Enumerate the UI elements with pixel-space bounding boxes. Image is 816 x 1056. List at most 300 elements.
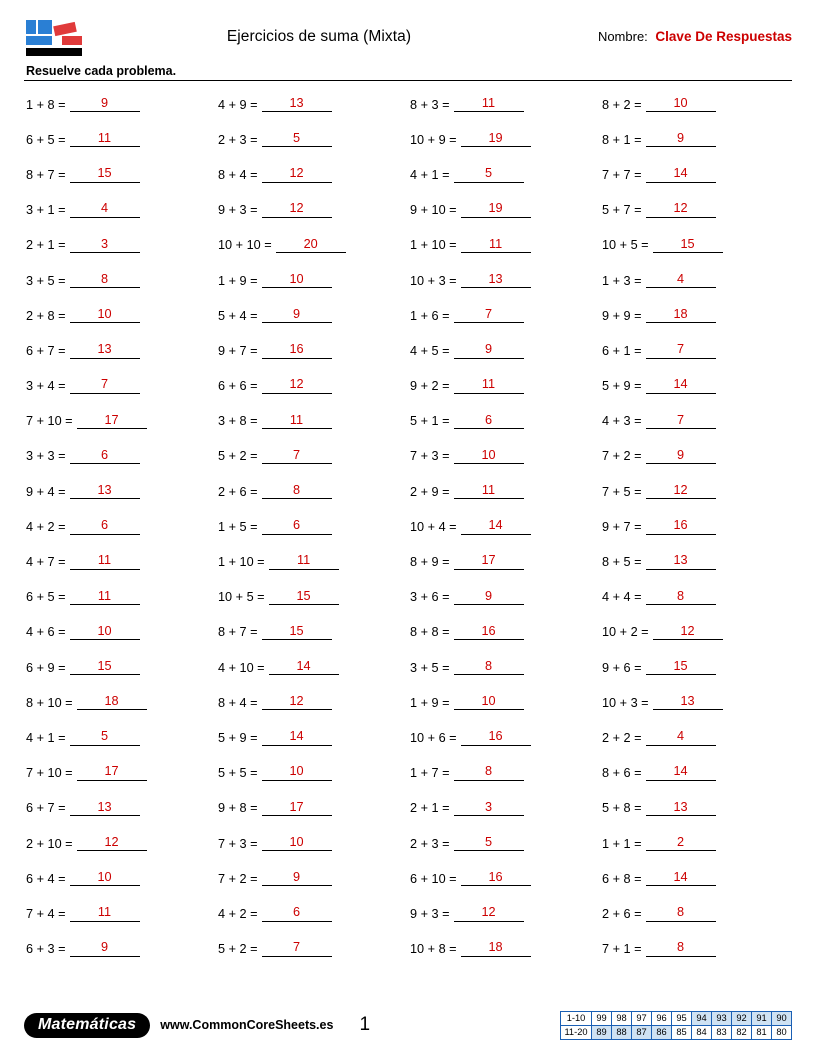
problem-item — [408, 193, 600, 228]
problem-item — [600, 650, 792, 685]
answer-blank[interactable]: 9 — [70, 97, 140, 112]
problem-item — [216, 685, 408, 720]
problem-item — [24, 193, 216, 228]
problem-item — [24, 263, 216, 298]
problem-item — [600, 756, 792, 791]
problem-item — [408, 404, 600, 439]
problem-expression: 7 + 2 = — [602, 449, 642, 464]
problem-expression: 10 + 5 = — [218, 590, 265, 605]
answer-blank[interactable]: 10 — [454, 449, 524, 464]
problem-expression: 8 + 10 = — [26, 695, 73, 710]
problem-item — [600, 474, 792, 509]
problem-item — [600, 720, 792, 755]
math-cross-logo-icon — [24, 18, 96, 58]
answer-blank[interactable]: 9 — [454, 590, 524, 605]
answer-blank[interactable]: 10 — [454, 695, 524, 710]
answer-blank[interactable]: 11 — [454, 378, 524, 393]
scale-row-2-label: 11-20 — [561, 1025, 592, 1039]
page-number: 1 — [359, 1014, 371, 1035]
scale-cell: 87 — [632, 1025, 652, 1039]
name-field — [542, 18, 792, 44]
problem-expression: 1 + 6 = — [410, 308, 450, 323]
problem-item — [408, 826, 600, 861]
answer-blank[interactable]: 9 — [646, 132, 716, 147]
problem-item — [600, 932, 792, 967]
problem-expression: 10 + 10 = — [218, 238, 272, 253]
problem-item — [408, 756, 600, 791]
problem-expression: 10 + 3 = — [410, 273, 457, 288]
problem-item — [24, 826, 216, 861]
answer-blank[interactable]: 13 — [646, 801, 716, 816]
problem-item — [24, 439, 216, 474]
answer-blank[interactable]: 14 — [269, 660, 339, 675]
problem-item — [216, 544, 408, 579]
answer-blank[interactable]: 13 — [461, 273, 531, 288]
answer-blank[interactable]: 9 — [70, 941, 140, 956]
page-title: Ejercicios de suma (Mixta) — [226, 28, 412, 45]
answer-blank[interactable]: 5 — [454, 836, 524, 851]
problem-expression: 10 + 8 = — [410, 942, 457, 957]
answer-blank[interactable]: 16 — [454, 625, 524, 640]
problem-item — [24, 685, 216, 720]
problem-expression: 3 + 8 = — [218, 414, 258, 429]
problem-item — [600, 404, 792, 439]
problem-expression: 8 + 1 = — [602, 132, 642, 147]
problem-item — [600, 544, 792, 579]
scale-cell: 83 — [712, 1025, 732, 1039]
problem-expression: 10 + 2 = — [602, 625, 649, 640]
problem-item — [600, 509, 792, 544]
problem-expression: 5 + 2 = — [218, 942, 258, 957]
problem-expression: 9 + 10 = — [410, 203, 457, 218]
problem-expression: 6 + 1 = — [602, 343, 642, 358]
answer-blank[interactable]: 4 — [70, 202, 140, 217]
problem-expression: 10 + 9 = — [410, 132, 457, 147]
problem-expression: 5 + 1 = — [410, 414, 450, 429]
answer-blank[interactable]: 16 — [646, 519, 716, 534]
problem-expression: 9 + 3 = — [410, 906, 450, 921]
scale-cell: 86 — [652, 1025, 672, 1039]
problem-item — [600, 439, 792, 474]
problem-item — [216, 228, 408, 263]
problem-item — [408, 298, 600, 333]
problem-expression: 10 + 3 = — [602, 695, 649, 710]
problem-item — [24, 615, 216, 650]
problem-item — [408, 157, 600, 192]
answer-blank[interactable]: 8 — [454, 660, 524, 675]
problem-item — [24, 896, 216, 931]
problem-item — [408, 896, 600, 931]
problem-expression: 3 + 5 = — [26, 273, 66, 288]
answer-blank[interactable]: 11 — [262, 414, 332, 429]
answer-blank[interactable]: 12 — [262, 695, 332, 710]
problem-item — [24, 791, 216, 826]
answer-blank[interactable]: 10 — [262, 765, 332, 780]
problem-item — [216, 896, 408, 931]
problem-item — [216, 650, 408, 685]
problem-expression: 6 + 8 = — [602, 871, 642, 886]
problem-item — [216, 615, 408, 650]
answer-blank[interactable]: 10 — [646, 97, 716, 112]
scale-cell: 97 — [632, 1011, 652, 1025]
problem-item — [24, 720, 216, 755]
problem-item — [408, 932, 600, 967]
website-text: www.CommonCoreSheets.es — [160, 1018, 334, 1032]
problem-expression: 2 + 9 = — [410, 484, 450, 499]
answer-blank[interactable]: 14 — [646, 167, 716, 182]
problem-expression: 2 + 3 = — [218, 132, 258, 147]
problems-grid — [24, 87, 792, 967]
scale-cell: 91 — [752, 1011, 772, 1025]
answer-blank[interactable]: 15 — [269, 590, 339, 605]
problem-item — [600, 333, 792, 368]
answer-blank[interactable]: 10 — [262, 273, 332, 288]
problem-item — [408, 439, 600, 474]
answer-blank[interactable]: 3 — [454, 801, 524, 816]
problem-expression: 4 + 1 = — [410, 167, 450, 182]
problem-item — [216, 791, 408, 826]
scale-cell: 89 — [592, 1025, 612, 1039]
answer-blank[interactable]: 16 — [461, 871, 531, 886]
problem-expression: 1 + 10 = — [218, 555, 265, 570]
answer-blank[interactable]: 13 — [646, 554, 716, 569]
scale-cell: 96 — [652, 1011, 672, 1025]
problem-expression: 8 + 6 = — [602, 766, 642, 781]
answer-blank[interactable]: 6 — [262, 519, 332, 534]
problem-expression: 10 + 5 = — [602, 238, 649, 253]
problem-expression: 1 + 3 = — [602, 273, 642, 288]
problem-item — [24, 333, 216, 368]
problem-expression: 9 + 7 = — [218, 343, 258, 358]
answer-blank[interactable]: 8 — [70, 273, 140, 288]
answer-blank[interactable]: 9 — [454, 343, 524, 358]
problem-expression: 4 + 4 = — [602, 590, 642, 605]
scale-cell: 94 — [692, 1011, 712, 1025]
answer-blank[interactable]: 6 — [70, 449, 140, 464]
problem-expression: 4 + 9 = — [218, 97, 258, 112]
problem-expression: 2 + 2 = — [602, 730, 642, 745]
problem-item — [408, 87, 600, 122]
problem-item — [408, 228, 600, 263]
problem-expression: 3 + 5 = — [410, 660, 450, 675]
problem-item — [24, 509, 216, 544]
problem-item — [408, 861, 600, 896]
answer-blank[interactable]: 11 — [70, 906, 140, 921]
scale-cell: 88 — [612, 1025, 632, 1039]
answer-blank[interactable]: 7 — [262, 941, 332, 956]
answer-blank[interactable]: 12 — [646, 484, 716, 499]
scale-cell: 81 — [752, 1025, 772, 1039]
problem-expression: 6 + 10 = — [410, 871, 457, 886]
problem-expression: 8 + 5 = — [602, 555, 642, 570]
answer-blank[interactable]: 14 — [646, 378, 716, 393]
problem-expression: 4 + 2 = — [26, 519, 66, 534]
answer-blank[interactable]: 17 — [454, 554, 524, 569]
problem-expression: 6 + 9 = — [26, 660, 66, 675]
problem-expression: 1 + 5 = — [218, 519, 258, 534]
answer-blank[interactable]: 15 — [70, 167, 140, 182]
answer-blank[interactable]: 3 — [70, 238, 140, 253]
problem-item — [600, 861, 792, 896]
instruction-text: Resuelve cada problema. — [26, 64, 177, 78]
answer-blank[interactable]: 18 — [646, 308, 716, 323]
answer-blank[interactable]: 7 — [262, 449, 332, 464]
problem-expression: 6 + 4 = — [26, 871, 66, 886]
problem-item — [408, 333, 600, 368]
answer-blank[interactable]: 13 — [70, 343, 140, 358]
problem-expression: 2 + 1 = — [26, 238, 66, 253]
answer-blank[interactable]: 11 — [454, 97, 524, 112]
problem-item — [408, 369, 600, 404]
answer-blank[interactable]: 12 — [262, 202, 332, 217]
answer-blank[interactable]: 4 — [646, 730, 716, 745]
problem-expression: 8 + 4 = — [218, 167, 258, 182]
problem-expression: 5 + 4 = — [218, 308, 258, 323]
problem-expression: 5 + 7 = — [602, 203, 642, 218]
answer-blank[interactable]: 15 — [653, 238, 723, 253]
problem-expression: 8 + 8 = — [410, 625, 450, 640]
answer-blank[interactable]: 12 — [646, 202, 716, 217]
answer-blank[interactable]: 7 — [454, 308, 524, 323]
scale-cell: 99 — [592, 1011, 612, 1025]
answer-blank[interactable]: 8 — [262, 484, 332, 499]
problem-expression: 7 + 1 = — [602, 942, 642, 957]
answer-blank[interactable]: 15 — [262, 625, 332, 640]
problem-item — [24, 369, 216, 404]
answer-blank[interactable]: 8 — [454, 765, 524, 780]
problem-expression: 2 + 3 = — [410, 836, 450, 851]
answer-blank[interactable]: 12 — [454, 906, 524, 921]
problem-expression: 1 + 10 = — [410, 238, 457, 253]
problem-item — [600, 615, 792, 650]
problem-item — [216, 369, 408, 404]
problem-item — [216, 404, 408, 439]
scale-cell: 98 — [612, 1011, 632, 1025]
problem-item — [216, 756, 408, 791]
problem-expression: 8 + 7 = — [218, 625, 258, 640]
answer-blank[interactable]: 5 — [262, 132, 332, 147]
answer-blank[interactable]: 16 — [262, 343, 332, 358]
problem-expression: 9 + 7 = — [602, 519, 642, 534]
answer-blank[interactable]: 17 — [77, 765, 147, 780]
answer-blank[interactable]: 13 — [653, 695, 723, 710]
answer-blank[interactable]: 14 — [646, 765, 716, 780]
answer-blank[interactable]: 12 — [262, 167, 332, 182]
problem-expression: 3 + 3 = — [26, 449, 66, 464]
scale-cell: 85 — [672, 1025, 692, 1039]
answer-blank[interactable]: 9 — [262, 308, 332, 323]
problem-item — [600, 369, 792, 404]
problem-expression: 8 + 9 = — [410, 555, 450, 570]
problem-expression: 9 + 3 = — [218, 203, 258, 218]
problem-item — [24, 87, 216, 122]
scale-cell: 95 — [672, 1011, 692, 1025]
answer-blank[interactable]: 5 — [454, 167, 524, 182]
problem-expression: 9 + 6 = — [602, 660, 642, 675]
problem-expression: 7 + 5 = — [602, 484, 642, 499]
problem-item — [600, 87, 792, 122]
problem-expression: 5 + 2 = — [218, 449, 258, 464]
problem-expression: 2 + 6 = — [602, 906, 642, 921]
answer-blank[interactable]: 19 — [461, 132, 531, 147]
problem-expression: 3 + 6 = — [410, 590, 450, 605]
answer-blank[interactable]: 11 — [269, 554, 339, 569]
problem-item — [216, 157, 408, 192]
problem-item — [24, 580, 216, 615]
problem-item — [600, 826, 792, 861]
problem-item — [408, 263, 600, 298]
answer-blank[interactable]: 2 — [646, 836, 716, 851]
problem-expression: 8 + 4 = — [218, 695, 258, 710]
answer-blank[interactable]: 13 — [70, 484, 140, 499]
problem-item — [600, 298, 792, 333]
problem-item — [24, 298, 216, 333]
problem-item — [24, 544, 216, 579]
problem-expression: 8 + 3 = — [410, 97, 450, 112]
problem-item — [216, 509, 408, 544]
scale-cell: 84 — [692, 1025, 712, 1039]
problem-item — [24, 122, 216, 157]
problem-expression: 8 + 7 = — [26, 167, 66, 182]
problem-item — [600, 122, 792, 157]
problem-item — [24, 861, 216, 896]
problem-item — [408, 650, 600, 685]
problem-item — [600, 157, 792, 192]
problem-expression: 6 + 7 = — [26, 343, 66, 358]
name-label: Nombre: — [597, 29, 648, 44]
problem-item — [408, 580, 600, 615]
problem-item — [24, 932, 216, 967]
problem-expression: 6 + 5 = — [26, 590, 66, 605]
problem-expression: 4 + 2 = — [218, 906, 258, 921]
problem-expression: 7 + 10 = — [26, 414, 73, 429]
answer-blank[interactable]: 20 — [276, 238, 346, 253]
problem-expression: 4 + 3 = — [602, 414, 642, 429]
answer-blank[interactable]: 15 — [646, 660, 716, 675]
answer-blank[interactable]: 11 — [70, 132, 140, 147]
scale-cell: 93 — [712, 1011, 732, 1025]
problem-item — [600, 228, 792, 263]
problem-item — [408, 474, 600, 509]
problem-item — [600, 685, 792, 720]
scale-cell: 82 — [732, 1025, 752, 1039]
problem-expression: 3 + 1 = — [26, 203, 66, 218]
problem-expression: 5 + 9 = — [602, 379, 642, 394]
problem-expression: 10 + 4 = — [410, 519, 457, 534]
answer-blank[interactable]: 7 — [646, 414, 716, 429]
answer-blank[interactable]: 17 — [262, 801, 332, 816]
problem-expression: 6 + 3 = — [26, 942, 66, 957]
answer-blank[interactable]: 10 — [70, 308, 140, 323]
answer-blank[interactable]: 6 — [262, 906, 332, 921]
score-scale-table — [560, 1011, 792, 1040]
problem-expression: 7 + 3 = — [410, 449, 450, 464]
problem-item — [408, 509, 600, 544]
answer-blank[interactable]: 18 — [77, 695, 147, 710]
answer-blank[interactable]: 7 — [646, 343, 716, 358]
answer-blank[interactable]: 13 — [70, 801, 140, 816]
problem-item — [216, 193, 408, 228]
page-header — [24, 18, 792, 62]
answer-blank[interactable]: 6 — [454, 414, 524, 429]
problem-item — [600, 791, 792, 826]
problem-expression: 6 + 6 = — [218, 379, 258, 394]
answer-key-label: Clave De Respuestas — [655, 29, 792, 44]
answer-blank[interactable]: 19 — [461, 202, 531, 217]
answer-blank[interactable]: 9 — [646, 449, 716, 464]
answer-blank[interactable]: 8 — [646, 590, 716, 605]
answer-blank[interactable]: 9 — [262, 871, 332, 886]
problem-item — [408, 791, 600, 826]
answer-blank[interactable]: 11 — [454, 484, 524, 499]
answer-blank[interactable]: 13 — [262, 97, 332, 112]
problem-expression: 5 + 9 = — [218, 730, 258, 745]
problem-expression: 2 + 1 = — [410, 801, 450, 816]
answer-blank[interactable]: 14 — [262, 730, 332, 745]
answer-blank[interactable]: 18 — [461, 941, 531, 956]
answer-blank[interactable]: 10 — [262, 836, 332, 851]
problem-expression: 9 + 8 = — [218, 801, 258, 816]
answer-blank[interactable]: 6 — [70, 519, 140, 534]
answer-blank[interactable]: 8 — [646, 941, 716, 956]
problem-item — [600, 193, 792, 228]
problem-expression: 8 + 2 = — [602, 97, 642, 112]
scale-cell: 80 — [772, 1025, 792, 1039]
problem-expression: 4 + 1 = — [26, 730, 66, 745]
scale-cell: 92 — [732, 1011, 752, 1025]
answer-blank[interactable]: 11 — [70, 554, 140, 569]
problem-expression: 1 + 8 = — [26, 97, 66, 112]
answer-blank[interactable]: 7 — [70, 378, 140, 393]
answer-blank[interactable]: 8 — [646, 906, 716, 921]
problem-item — [216, 263, 408, 298]
answer-blank[interactable]: 10 — [70, 625, 140, 640]
problem-item — [24, 650, 216, 685]
problem-expression: 4 + 10 = — [218, 660, 265, 675]
answer-blank[interactable]: 12 — [262, 378, 332, 393]
problem-item — [216, 861, 408, 896]
problem-item — [24, 474, 216, 509]
problem-item — [216, 474, 408, 509]
problem-expression: 1 + 9 = — [218, 273, 258, 288]
answer-blank[interactable]: 14 — [646, 871, 716, 886]
answer-blank[interactable]: 17 — [77, 414, 147, 429]
answer-blank[interactable]: 5 — [70, 730, 140, 745]
answer-blank[interactable]: 4 — [646, 273, 716, 288]
problem-expression: 9 + 9 = — [602, 308, 642, 323]
answer-blank[interactable]: 16 — [461, 730, 531, 745]
answer-blank[interactable]: 14 — [461, 519, 531, 534]
answer-blank[interactable]: 11 — [461, 238, 531, 253]
answer-blank[interactable]: 11 — [70, 590, 140, 605]
problem-expression: 4 + 7 = — [26, 555, 66, 570]
answer-blank[interactable]: 10 — [70, 871, 140, 886]
problem-item — [408, 720, 600, 755]
scale-row-2 — [561, 1025, 792, 1039]
problem-item — [24, 404, 216, 439]
page-footer — [24, 1008, 792, 1042]
problem-expression: 7 + 2 = — [218, 871, 258, 886]
problem-expression: 9 + 4 = — [26, 484, 66, 499]
problem-item — [408, 544, 600, 579]
answer-blank[interactable]: 12 — [77, 836, 147, 851]
problem-expression: 3 + 4 = — [26, 379, 66, 394]
problem-expression: 2 + 6 = — [218, 484, 258, 499]
problem-expression: 6 + 5 = — [26, 132, 66, 147]
problem-expression: 4 + 5 = — [410, 343, 450, 358]
answer-blank[interactable]: 12 — [653, 625, 723, 640]
answer-blank[interactable]: 15 — [70, 660, 140, 675]
